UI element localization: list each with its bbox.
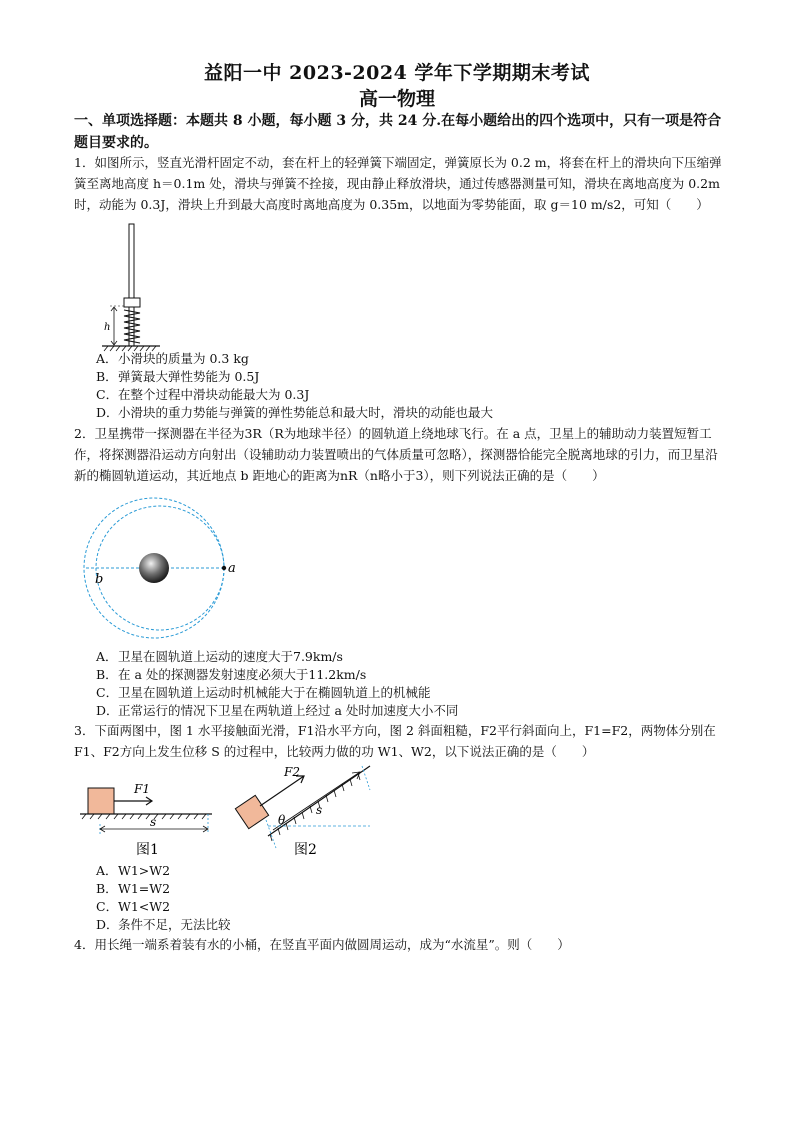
q3-option-b: B．W1=W2 — [96, 881, 171, 896]
q3-fig2-displacement — [273, 772, 360, 830]
q2-label-a: a — [228, 561, 236, 576]
q3-fig2-force-label: F2 — [284, 765, 300, 779]
q3-fig1-disp-label: s — [150, 815, 157, 829]
q3-option-d: D．条件不足，无法比较 — [96, 917, 231, 932]
q3-option-c: C．W1<W2 — [96, 899, 171, 914]
question-2-stem: 2．卫星携带一探测器在半径为3R（R为地球半径）的圆轨道上绕地球飞行。在 a 点，卫星上的辅助动力装置短暂工作，将探测器沿运动方向射出（设辅助动力装置喷出的气体质量可忽略），探测器恰能完全脱离地球的引力，而卫星沿新的椭圆轨道运动，其近地点 b 距地心的距离为nR（n略小于3），则下列说法正确的是（ ） — [74, 426, 718, 483]
q3-fig2-block — [235, 795, 268, 828]
section-heading: 一、单项选择题：本题共 8 小题，每小题 3 分，共 24 分.在每小题给出的四个选项中，只有一项是符合题目要求的。 — [74, 113, 722, 151]
exam-subtitle: 高一物理 — [358, 88, 435, 110]
q2-option-b: B．在 a 处的探测器发射速度必须大于11.2km/s — [96, 667, 367, 682]
q1-option-a: A．小滑块的质量为 0.3 kg — [96, 351, 249, 366]
q3-fig2-angle-label: θ — [278, 813, 286, 827]
q3-fig2-disp-label: s — [316, 803, 323, 817]
question-4-stem: 4．用长绳一端系着装有水的小桶，在竖直平面内做圆周运动，成为“水流星”。则（ ） — [74, 937, 570, 952]
q2-option-d: D．正常运行的情况下卫星在两轨道上经过 a 处时加速度大小不同 — [96, 703, 459, 718]
q1-spring-rod-figure — [96, 222, 176, 352]
q3-fig1-caption: 图1 — [136, 842, 159, 858]
q2-earth — [139, 553, 169, 583]
question-1-stem: 1．如图所示，竖直光滑杆固定不动，套在杆上的轻弹簧下端固定，弹簧原长为 0.2 m，将套在杆上的滑块向下压缩弹簧至离地高度 h＝0.1m 处，滑块与弹簧不拴接，现由静止释放滑块，通过传感器测量可知，滑块在离地高度为 0.2m 时，动能为 0.3J，滑块上升到最大高度时离地高度为 0.35m，以地面为零势能面，取 g＝10 m/s2，可知（ ） — [74, 155, 722, 212]
q3-work-figures — [80, 762, 380, 862]
q1-option-d: D．小滑块的重力势能与弹簧的弹性势能总和最大时，滑块的动能也最大 — [96, 405, 494, 420]
q1-rod — [129, 224, 134, 300]
q3-fig2-force-arrow — [260, 776, 304, 806]
q1-option-c: C．在整个过程中滑块动能最大为 0.3J — [96, 387, 310, 402]
q1-spring — [124, 310, 140, 343]
exam-title: 益阳一中 2023-2024 学年下学期期末考试 — [204, 62, 590, 84]
q2-option-c: C．卫星在圆轨道上运动时机械能大于在椭圆轨道上的机械能 — [96, 685, 431, 700]
q3-fig1-force-label: F1 — [134, 782, 150, 796]
q1-slider-block — [124, 298, 140, 307]
q2-orbit-figure — [78, 494, 243, 646]
q1-option-b: B．弹簧最大弹性势能为 0.5J — [96, 369, 260, 384]
question-3-stem: 3．下面两图中，图 1 水平接触面光滑，F1沿水平方向，图 2 斜面粗糙，F2平行斜面向上，F1=F2，两物体分别在 F1、F2方向上发生位移 S 的过程中，比较两力做的功 W1、W2，以下说法正确的是（ ） — [74, 723, 716, 759]
q3-fig1-block — [88, 788, 114, 814]
q3-option-a: A．W1>W2 — [96, 863, 171, 878]
q3-fig2-caption: 图2 — [294, 842, 317, 858]
q2-point-a — [222, 566, 226, 570]
q2-label-b: b — [95, 572, 104, 587]
q2-option-a: A．卫星在圆轨道上运动的速度大于7.9km/s — [96, 649, 343, 664]
q1-label-h: h — [104, 322, 111, 333]
